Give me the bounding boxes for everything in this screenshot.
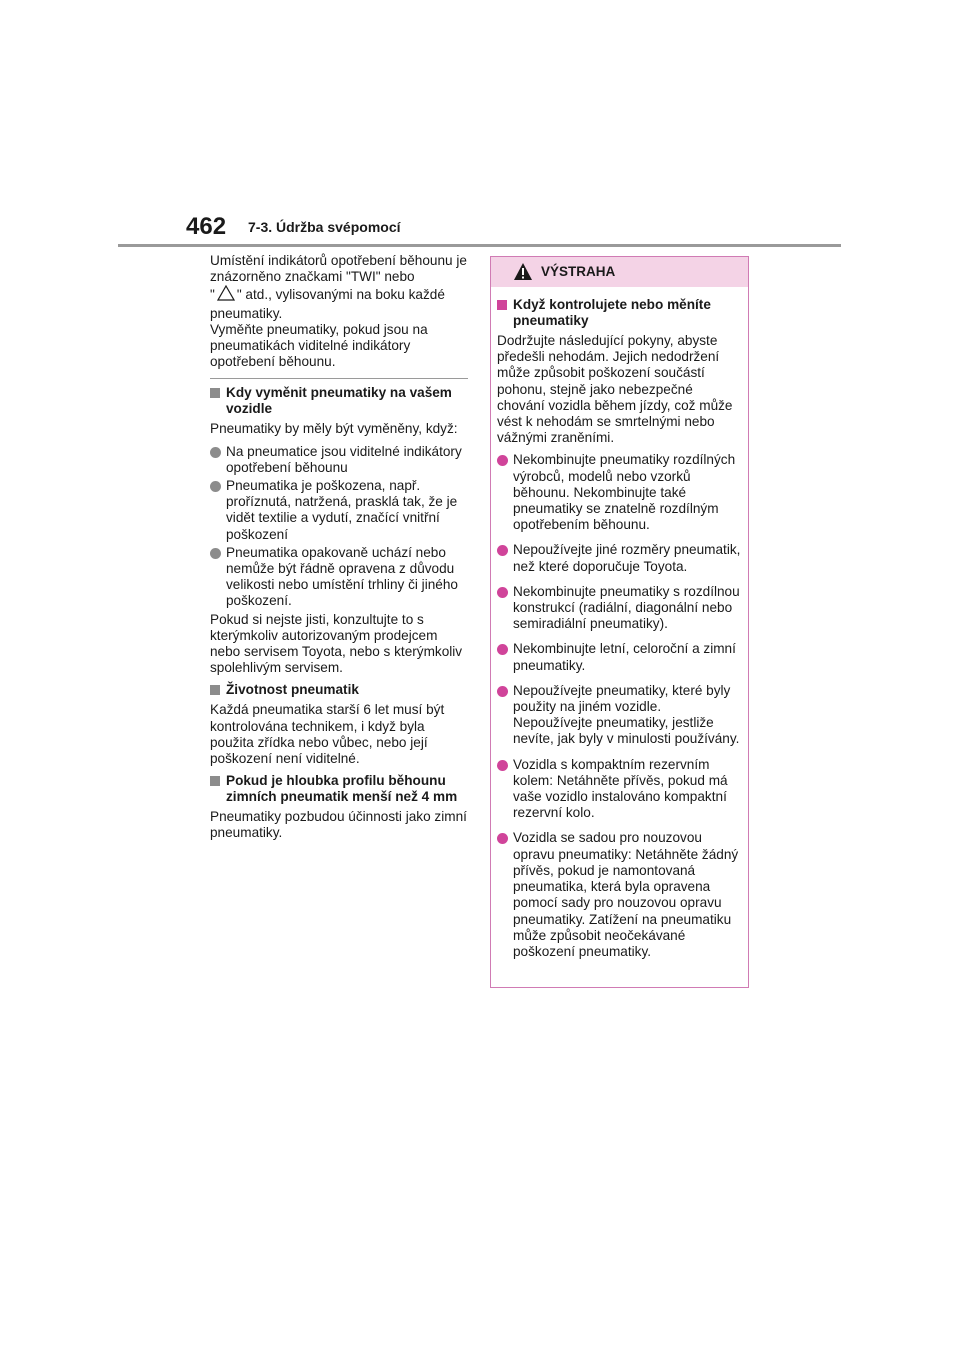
- list-item-text: Pneumatika je poškozena, např. proříznutá, natržená, prasklá tak, že je vidět textilie a vydutí, značící vnitřní poškození: [226, 478, 458, 542]
- circle-bullet-icon: [210, 447, 221, 458]
- list-item: [497, 683, 743, 748]
- warning-box: [490, 256, 749, 988]
- circle-bullet-icon: [497, 587, 508, 598]
- list-item-text: Pneumatika opakovaně uchází nebo nemůže být řádně opravena z důvodu velikosti nebo umístění trhliny či jiného poškození.: [226, 544, 458, 609]
- intro-line-3: Vyměňte pneumatiky, pokud jsou na pneumatikách viditelné indikátory opotřebení běhounu.: [210, 321, 428, 370]
- warning-triangle-icon: [513, 262, 533, 286]
- list-item: [497, 830, 743, 960]
- circle-bullet-icon: [497, 455, 508, 466]
- header-divider: [118, 244, 841, 247]
- list-item: [497, 757, 743, 822]
- list-item-text: Nepoužívejte jiné rozměry pneumatik, než které doporučuje Toyota.: [513, 542, 741, 574]
- section-heading-replace: [210, 385, 468, 417]
- page-header: [0, 0, 960, 250]
- section-text: Pneumatiky pozbudou účinnosti jako zimní pneumatiky.: [210, 809, 467, 841]
- list-item: [497, 641, 743, 673]
- warning-intro: Dodržujte následující pokyny, abyste předešli nehodám. Jejich nedodržení může způsobit poškození součástí pohonu, stejně jako nebezpečné chování vozidla během jízdy, což může vést k nehodám se smrtelnými nebo vážnými zraněními.: [497, 333, 733, 446]
- square-bullet-icon: [497, 300, 507, 310]
- circle-bullet-icon: [497, 833, 508, 844]
- circle-bullet-icon: [497, 545, 508, 556]
- section-title: 7-3. Údržba svépomocí: [248, 219, 401, 235]
- left-column: [210, 253, 468, 848]
- section-closing: Pokud si nejste jisti, konzultujte to s kterýmkoliv autorizovaným prodejcem nebo servisem Toyota, nebo s kterýmkoliv spolehlivým servisem.: [210, 611, 463, 676]
- warning-heading: [497, 297, 743, 329]
- triangle-outline-icon: [217, 285, 235, 305]
- warning-header: [491, 257, 748, 287]
- square-bullet-icon: [210, 388, 220, 398]
- circle-bullet-icon: [497, 686, 508, 697]
- list-item-text: Nekombinujte pneumatiky rozdílných výrobců, modelů nebo vzorků běhounu. Nekombinujte také pneumatiky se znatelně rozdílným opotřebením běhounu.: [513, 452, 736, 533]
- list-item: [497, 584, 743, 633]
- circle-bullet-icon: [210, 548, 221, 559]
- warning-title: VÝSTRAHA: [541, 264, 616, 279]
- intro-paragraph: [210, 253, 468, 370]
- list-item-text: Vozidla s kompaktním rezervním kolem: Netáhněte přívěs, pokud má vaše vozidlo instalováno kompaktní rezervní kolo.: [513, 756, 728, 821]
- warning-body: [491, 287, 748, 960]
- page-number: 462: [186, 213, 227, 240]
- square-bullet-icon: [210, 685, 220, 695]
- circle-bullet-icon: [210, 481, 221, 492]
- square-bullet-icon: [210, 776, 220, 786]
- section-heading-lifetime: [210, 682, 468, 698]
- circle-bullet-icon: [497, 760, 508, 771]
- list-item: [210, 545, 468, 610]
- list-item-text: Nepoužívejte pneumatiky, které byly použity na jiném vozidle. Nepoužívejte pneumatiky, jestliže nevíte, jak byly v minulosti používány.: [513, 682, 740, 747]
- list-item-text: Na pneumatice jsou viditelné indikátory opotřebení běhounu: [226, 443, 462, 475]
- section-heading-text: Životnost pneumatik: [226, 682, 359, 698]
- list-item-text: Vozidla se sadou pro nouzovou opravu pneumatiky: Netáhněte žádný přívěs, pokud je namontovaná pneumatika, která byla opravena pomocí sady pro nouzovou opravu pneumatiky. Zatížení na pneumatiku může způsobit neočekávané poškození pneumatiky.: [513, 830, 739, 959]
- list-item: [210, 444, 468, 476]
- list-item: [497, 452, 743, 533]
- intro-quote-open: ": [210, 287, 215, 303]
- list-item-text: Nekombinujte pneumatiky s rozdílnou konstrukcí (radiální, diagonální nebo semiradiální pneumatiky).: [513, 583, 740, 632]
- intro-line-2: " atd., vylisovanými na boku každé pneumatiky.: [210, 287, 445, 321]
- section-heading-text: Kdy vyměnit pneumatiky na vašem vozidle: [226, 385, 452, 417]
- section-lead: Pneumatiky by měly být vyměněny, když:: [210, 421, 458, 437]
- section-text: Každá pneumatika starší 6 let musí být kontrolována technikem, i když byla použita zřídka nebo vůbec, nebo její poškození není viditelné.: [210, 702, 445, 767]
- section-heading-text: Pokud je hloubka profilu běhounu zimních pneumatik menší než 4 mm: [226, 773, 458, 805]
- section-heading-winter: [210, 773, 468, 805]
- list-item: [497, 542, 743, 574]
- list-item: [210, 478, 468, 543]
- circle-bullet-icon: [497, 644, 508, 655]
- intro-line-1: Umístění indikátorů opotřebení běhounu je znázorněno značkami "TWI" nebo: [210, 253, 467, 285]
- warning-heading-text: Když kontrolujete nebo měníte pneumatiky: [513, 297, 711, 328]
- section-divider: [210, 378, 468, 379]
- list-item-text: Nekombinujte letní, celoroční a zimní pneumatiky.: [513, 641, 736, 673]
